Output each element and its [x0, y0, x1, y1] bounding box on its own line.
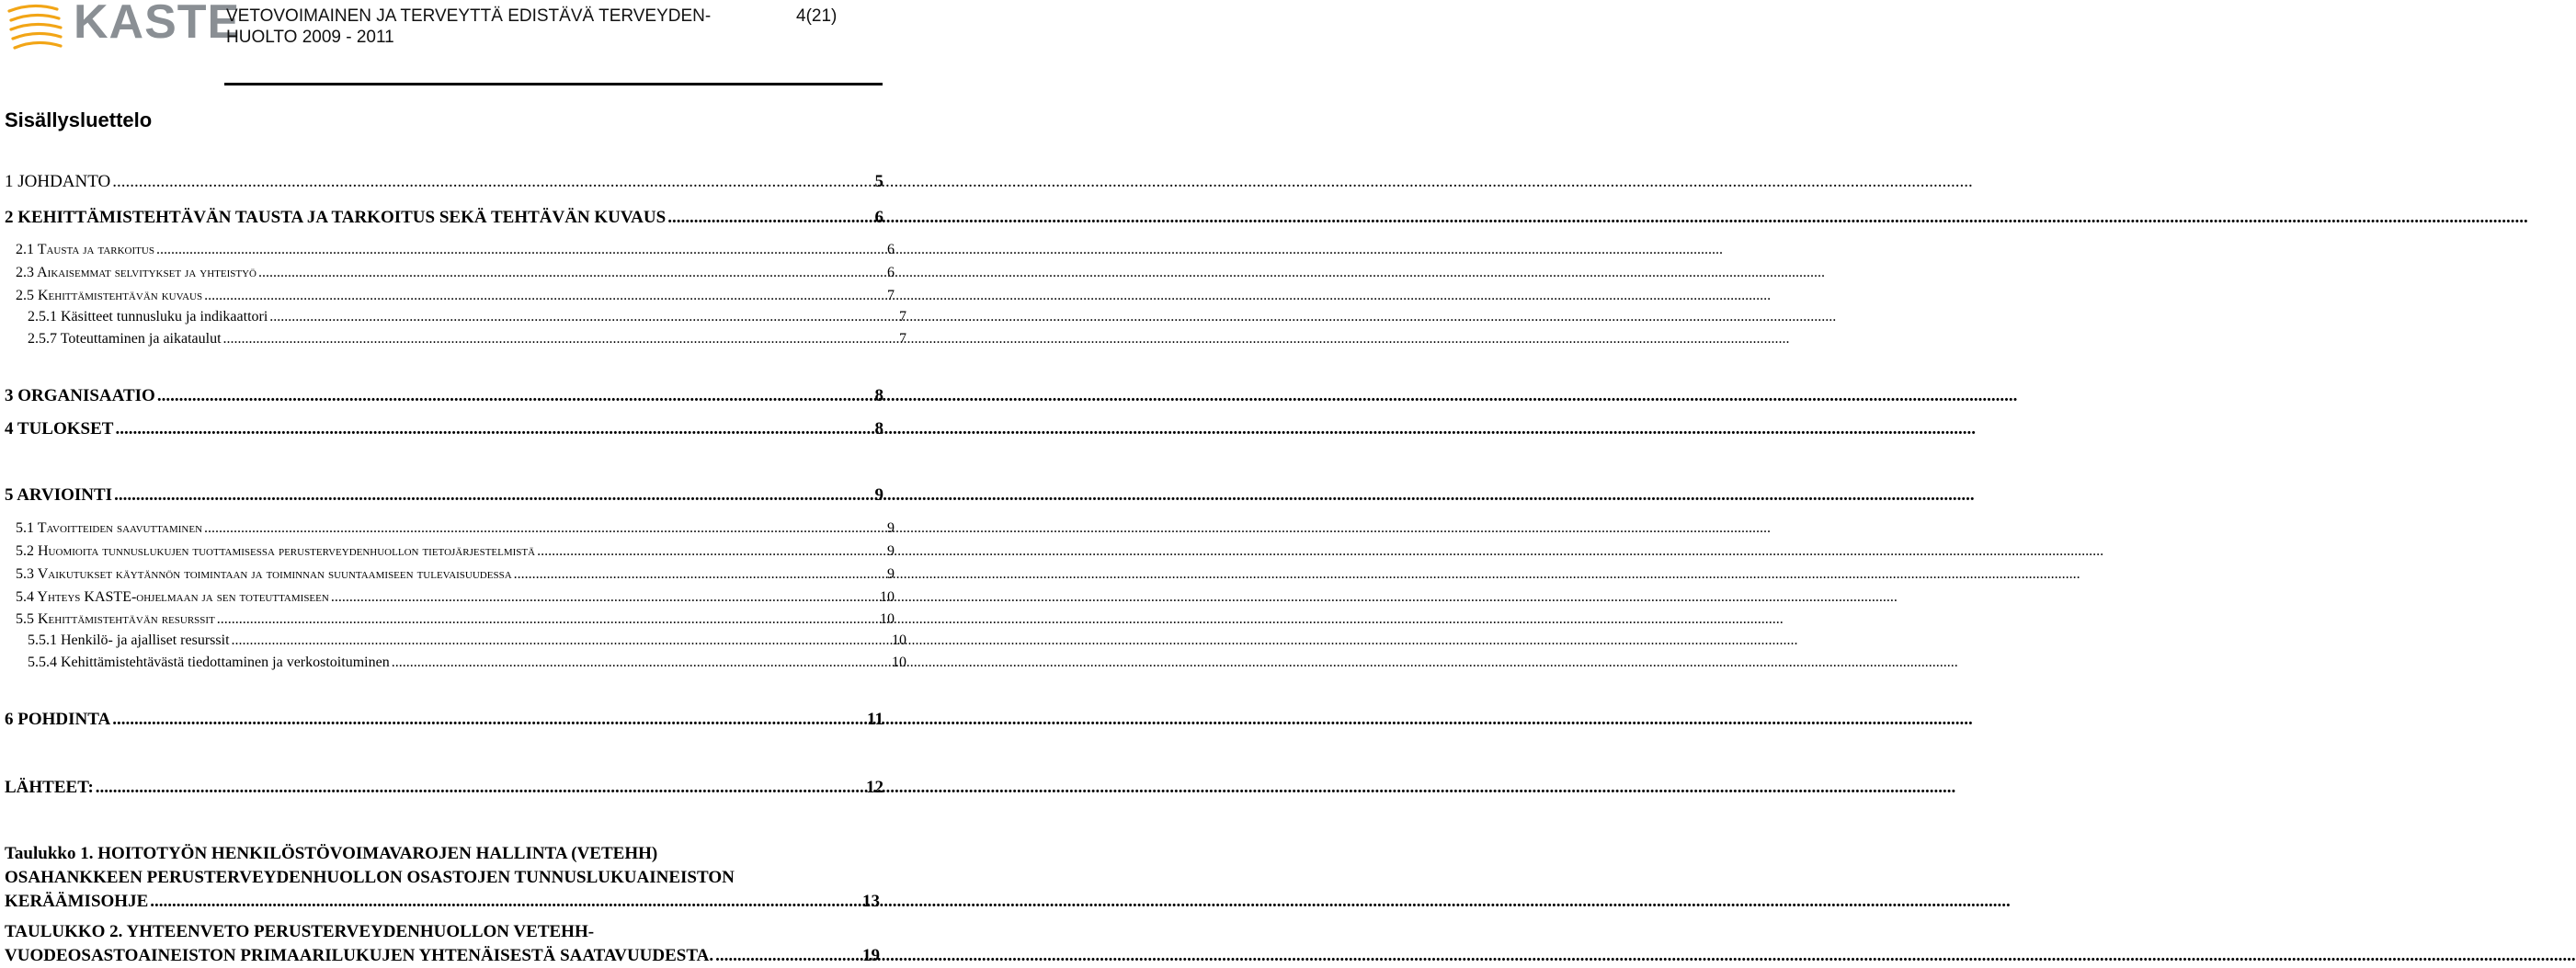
toc-entry-title	[16, 589, 329, 606]
dot-leader	[157, 389, 873, 406]
toc-entry-page: 13	[862, 892, 880, 911]
toc-entry-page: 8	[874, 386, 883, 405]
toc-entry-title: 1 JOHDANTO	[5, 172, 111, 191]
header-rule	[224, 83, 883, 85]
toc-entry[interactable]	[0, 265, 895, 281]
toc-entry-title: 5.5 Kehittämistehtävän resurssit	[16, 611, 215, 627]
toc-entry-title: 2.5.7 Toteuttaminen ja aikataulut	[28, 331, 222, 347]
toc-entry-page: 10	[892, 632, 906, 648]
toc-entry-title: 2 KEHITTÄMISTEHTÄVÄN TAUSTA JA TARKOITUS SEKÄ TEHTÄVÄN KUVAUS	[5, 208, 667, 227]
toc-table-line: Taulukko 1. HOITOTYÖN HENKILÖSTÖVOIMAVAROJEN HALLINTA (VETEHH)	[5, 844, 658, 863]
document-title	[226, 6, 769, 48]
toc-entry-page: 7	[899, 331, 906, 347]
toc-entry-page: 10	[880, 611, 895, 627]
toc-entry[interactable]	[0, 589, 895, 606]
dot-leader	[156, 244, 885, 258]
dot-leader	[114, 488, 872, 506]
dot-leader	[514, 568, 885, 583]
toc-entry[interactable]	[0, 632, 906, 649]
dot-leader	[232, 634, 890, 649]
dot-leader	[667, 211, 872, 228]
toc-entry-title-suffix: -ohjelmaan ja sen toteuttamiseen	[131, 589, 329, 605]
toc-entry[interactable]	[0, 172, 883, 192]
toc-entry[interactable]	[0, 309, 906, 325]
toc-entry-title: 2.1 Tausta ja tarkoitus	[16, 242, 154, 257]
toc-entry-title: 5 ARVIOINTI	[5, 485, 113, 505]
dot-leader	[112, 712, 865, 730]
toc-entry-title: LÄHTEET:	[5, 778, 94, 797]
dot-leader	[331, 591, 878, 606]
toc-entry-page: 9	[887, 566, 895, 582]
dot-leader	[715, 951, 861, 968]
dot-leader	[217, 613, 878, 628]
toc-entry-page: 6	[887, 265, 895, 280]
toc-table-line: KERÄÄMISOHJE	[5, 892, 149, 911]
toc-entry-title: 2.5.1 Käsitteet tunnusluku ja indikaattori	[28, 309, 268, 325]
toc-entry-title: 4 TULOKSET	[5, 419, 114, 438]
toc-entry-title: 6 POHDINTA	[5, 710, 111, 729]
dot-leader	[112, 175, 872, 192]
document-title-line1: VETOVOIMAINEN JA TERVEYTTÄ EDISTÄVÄ TERVEYDEN-	[226, 6, 712, 26]
toc-entry[interactable]	[0, 485, 883, 506]
toc-table-entry[interactable]	[5, 842, 880, 914]
toc-entry-title: 2.3 Aikaisemmat selvitykset ja yhteistyö	[16, 265, 256, 280]
toc-table-line: OSAHANKKEEN PERUSTERVEYDENHUOLLON OSASTOJEN TUNNUSLUKUAINEISTON	[5, 868, 735, 887]
toc-entry-title-caps: KASTE	[84, 589, 131, 605]
toc-entry-page: 7	[887, 288, 895, 303]
dot-leader	[392, 656, 890, 671]
dot-leader	[269, 311, 897, 325]
logo-text: KASTE	[74, 0, 241, 49]
dot-leader	[96, 780, 864, 798]
page-number: 4(21)	[796, 6, 838, 26]
toc-entry-title: 3 ORGANISAATIO	[5, 386, 155, 405]
toc-entry-page: 10	[880, 589, 895, 605]
toc-entry[interactable]	[0, 419, 883, 439]
document-title-line2: HUOLTO 2009 - 2011	[226, 28, 394, 47]
toc-entry-title: 5.3 Vaikutukset käytännön toimintaan ja toiminnan suuntaamiseen tulevaisuudessa	[16, 566, 512, 582]
dot-leader	[258, 267, 885, 281]
dot-leader	[204, 290, 885, 304]
toc-table-line: TAULUKKO 2. YHTEENVETO PERUSTERVEYDENHUOLLON VETEHH-	[5, 922, 595, 941]
dot-leader	[204, 522, 885, 537]
toc-entry-page: 11	[867, 710, 883, 729]
toc-entry-page: 5	[874, 172, 883, 191]
dot-leader	[223, 333, 897, 347]
toc-entry-page: 19	[862, 946, 880, 965]
kaste-logo-icon	[6, 2, 66, 55]
toc-entry[interactable]	[0, 710, 883, 730]
toc-table-entry[interactable]	[5, 920, 880, 968]
toc-entry[interactable]	[0, 543, 895, 560]
toc-table-line: VUODEOSASTOAINEISTON PRIMAARILUKUJEN YHTENÄISESTÄ SAATAVUUDESTA.	[5, 946, 714, 965]
toc-entry-title: 5.5.1 Henkilö- ja ajalliset resurssit	[28, 632, 230, 648]
toc-table-lastline	[5, 944, 880, 968]
toc-entry-page: 8	[874, 419, 883, 438]
toc-entry[interactable]	[0, 611, 895, 628]
dot-leader	[150, 896, 861, 914]
toc-entry-page: 10	[892, 655, 906, 670]
toc-entry-page: 7	[899, 309, 906, 325]
toc-entry[interactable]	[0, 778, 883, 798]
toc-entry-title: 5.2 Huomioita tunnuslukujen tuottamisessa perusterveydenhuollon tietojärjestelmistä	[16, 543, 536, 559]
toc-entry-page: 9	[874, 485, 883, 505]
toc-entry[interactable]	[0, 242, 895, 258]
toc-entry-page: 6	[887, 242, 895, 257]
toc-entry-title: 5.1 Tavoitteiden saavuttaminen	[16, 520, 203, 536]
toc-entry[interactable]	[0, 655, 906, 671]
toc-entry[interactable]	[0, 288, 895, 304]
toc-entry[interactable]	[0, 386, 883, 406]
toc-entry-page: 9	[887, 543, 895, 559]
toc-entry[interactable]	[0, 520, 895, 537]
toc-entry-title: 2.5 Kehittämistehtävän kuvaus	[16, 288, 203, 303]
toc-heading: Sisällysluettelo	[5, 108, 153, 131]
dot-leader	[115, 422, 872, 439]
toc-entry[interactable]	[0, 566, 895, 583]
toc-entry[interactable]	[0, 208, 883, 228]
toc-entry-title: 5.5.4 Kehittämistehtävästä tiedottaminen ja verkostoituminen	[28, 655, 390, 670]
toc-entry-title-prefix: 5.4 Yhteys	[16, 589, 85, 605]
toc-entry[interactable]	[0, 331, 906, 347]
toc-entry-page: 12	[866, 778, 883, 797]
dot-leader	[537, 545, 885, 560]
toc-table-lastline	[5, 890, 880, 914]
toc-entry-page: 9	[887, 520, 895, 536]
toc-entry-page: 6	[874, 208, 883, 227]
